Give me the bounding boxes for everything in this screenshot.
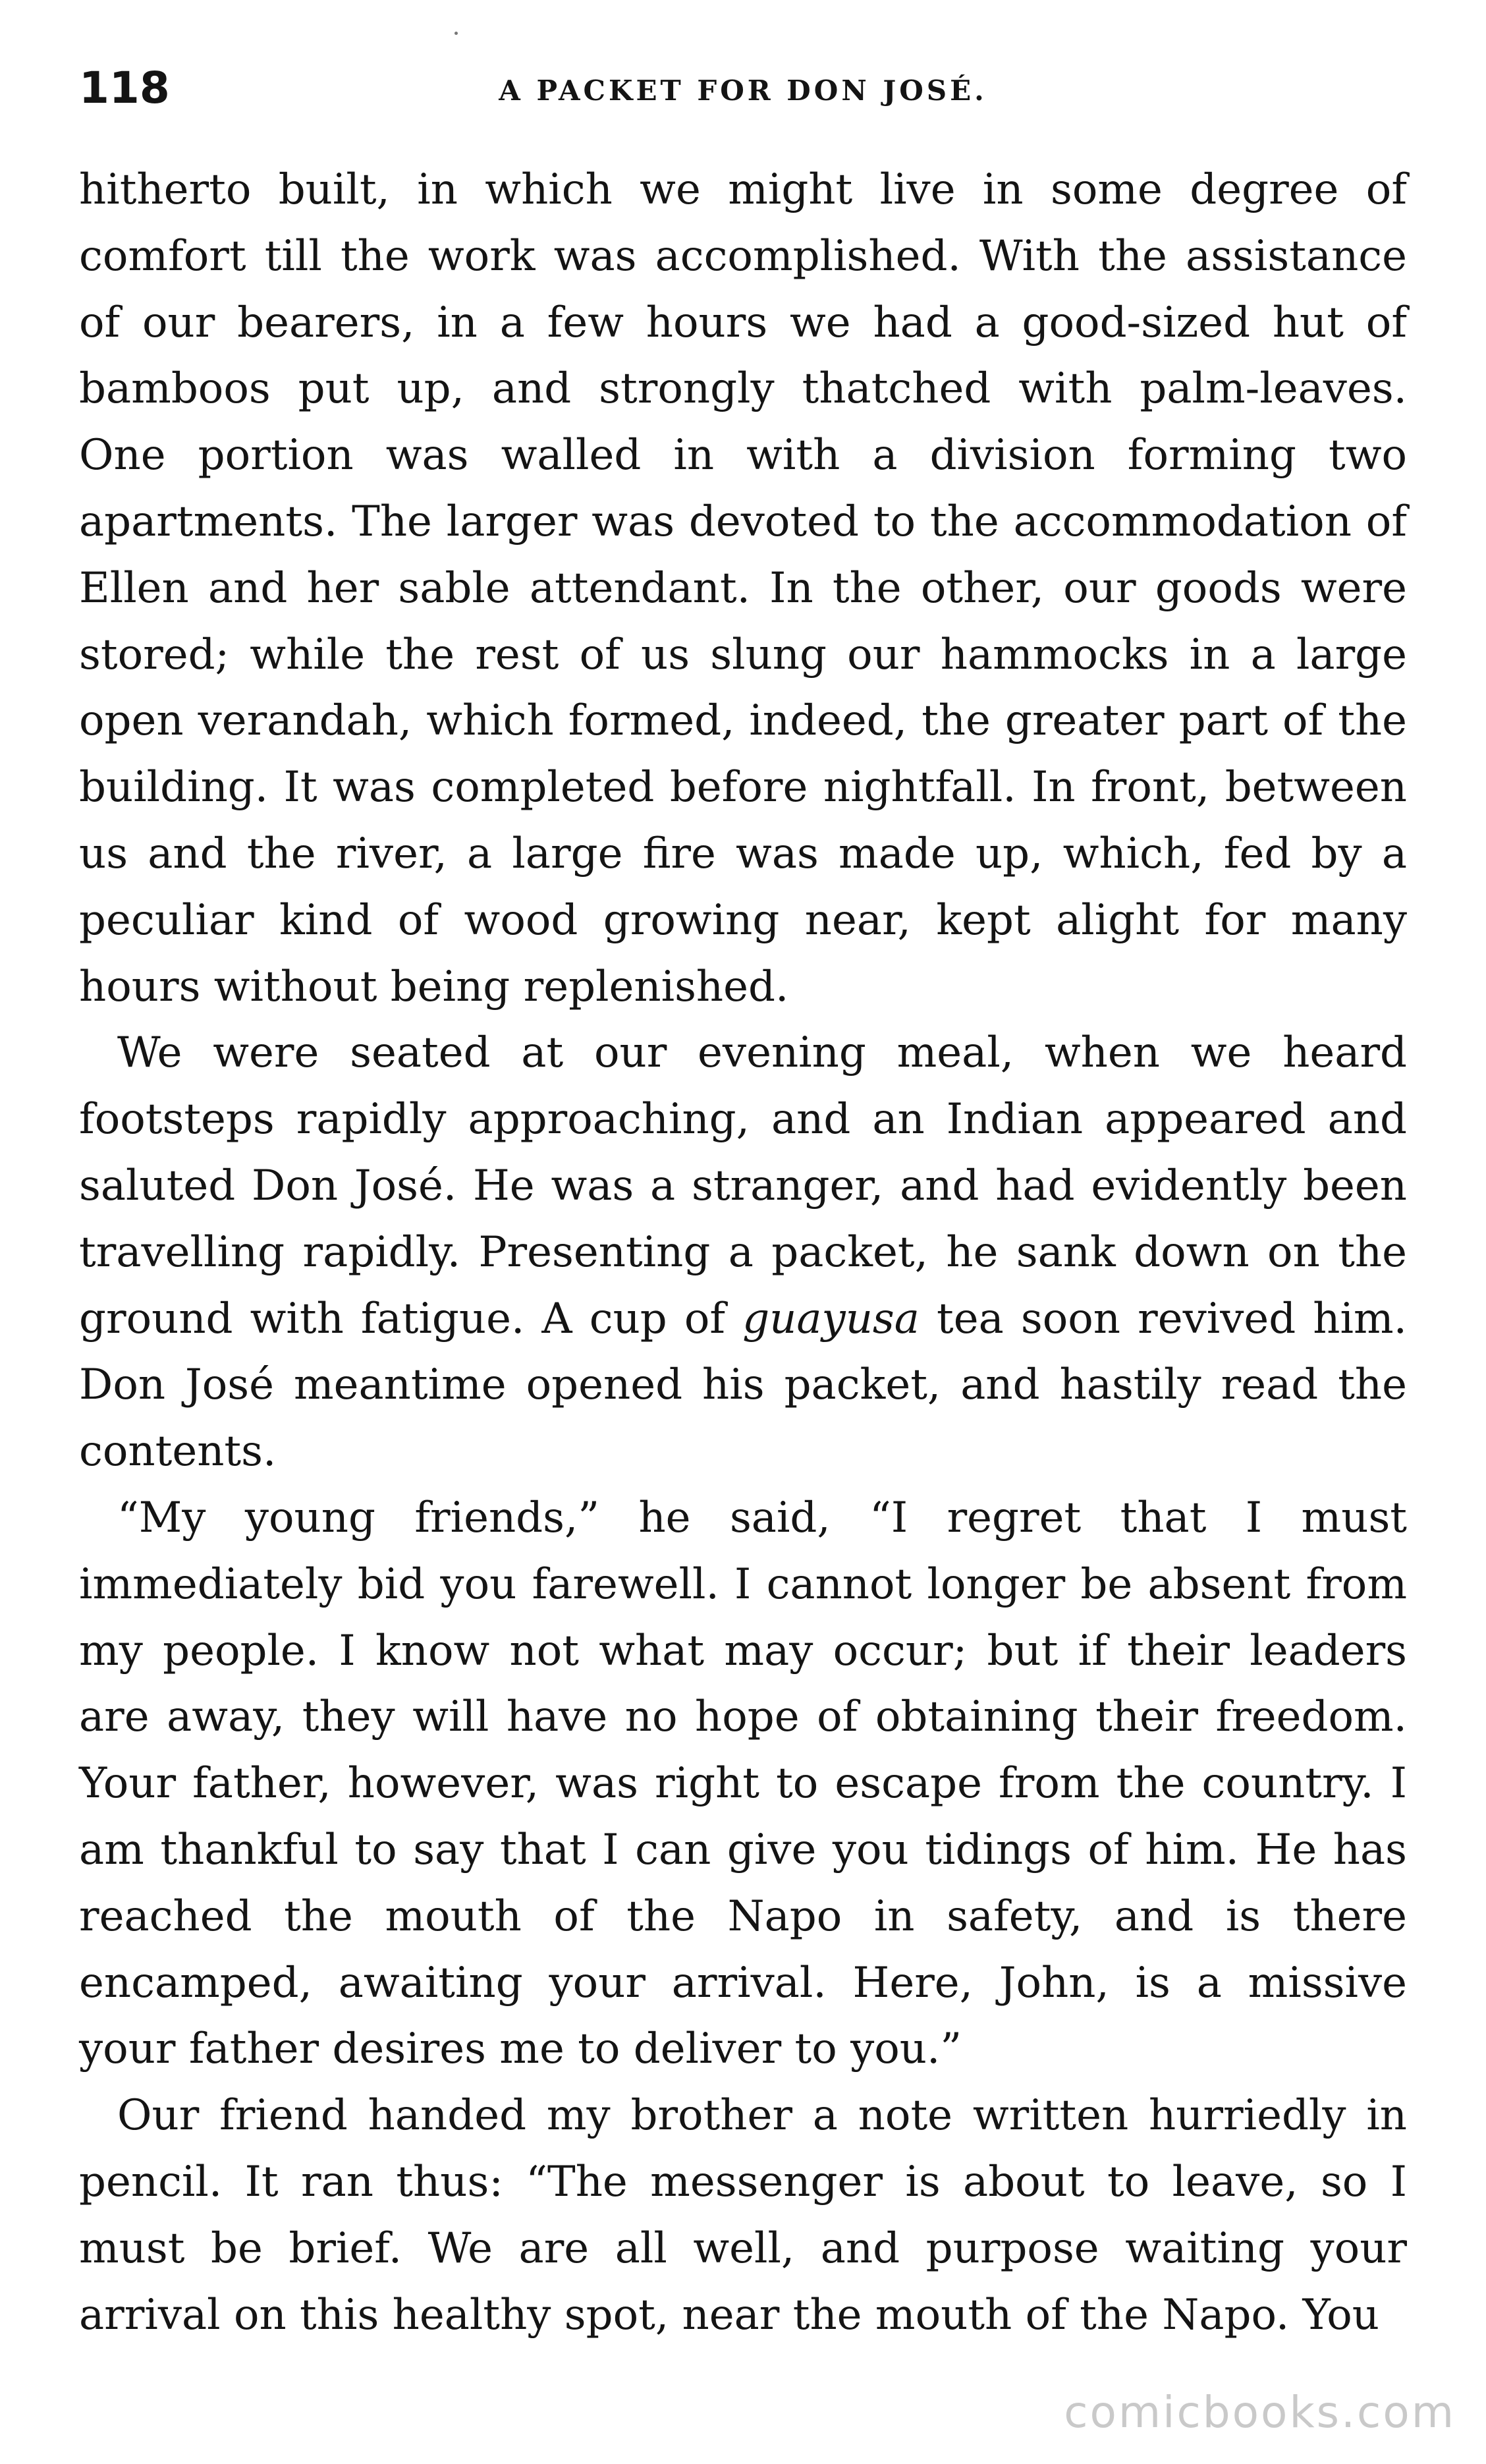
paragraph-continued: hitherto built, in which we might live in some degree of comfort till the work was accomplished. With the assistance of our bearers, in a few hours we had a good-sized hut of bamboos put up, and strongly thatched with palm-leaves. One portion was walled in with a division forming two apartments. The larger was devoted to the accommodation of Ellen and her sable attendant. In the other, our goods were stored; while the rest of us slung our hammocks in a large open verandah, which formed, indeed, the greater part of the building. It was completed before nightfall. In front, between us and the river, a large fire was made up, which, fed by a peculiar kind of wood growing near, kept alight for many hours without being replenished. <box>79 165 1407 1011</box>
page-number: 118 <box>79 63 170 113</box>
paragraph-text: We were seated at our evening meal, when we heard footsteps rapidly approaching, and an Indian appeared and saluted Don José. He was a stranger, and had evidently been travelling rapidly. Presenting a packet, he sank down on the ground with fatigue. A cup of guayusa tea soon revived him. Don José meantime opened his packet, and hastily read the contents. <box>79 1028 1408 1476</box>
paragraph-don-jose-speech: “My young friends,” he said, “I regret that I must immediately bid you farewell. I cannot longer be absent from my people. I know not what may occur; but if their leaders are away, they will have no hope of obtaining their freedom. Your father, however, was right to escape from the country. I am thankful to say that I can give you tidings of him. He has reached the mouth of the Napo in safety, and is there encamped, awaiting your arrival. Here, John, is a missive your father desires me to deliver to you.” <box>79 1493 1407 2074</box>
paragraph-note: Our friend handed my brother a note written hurriedly in pencil. It ran thus: “The messenger is about to leave, so I must be brief. We are all well, and purpose waiting your arrival on this healthy spot, near the mouth of the Napo. You <box>79 2091 1407 2339</box>
running-title: A PACKET FOR DON JOSÉ. <box>499 74 987 107</box>
watermark: comicbooks.com <box>1064 2387 1456 2438</box>
print-speck <box>454 32 458 35</box>
running-head <box>79 55 1407 121</box>
body-text <box>79 157 1407 2348</box>
paragraph-indian-messenger <box>79 1020 1407 1485</box>
italic-word: guayusa <box>742 1294 920 1343</box>
